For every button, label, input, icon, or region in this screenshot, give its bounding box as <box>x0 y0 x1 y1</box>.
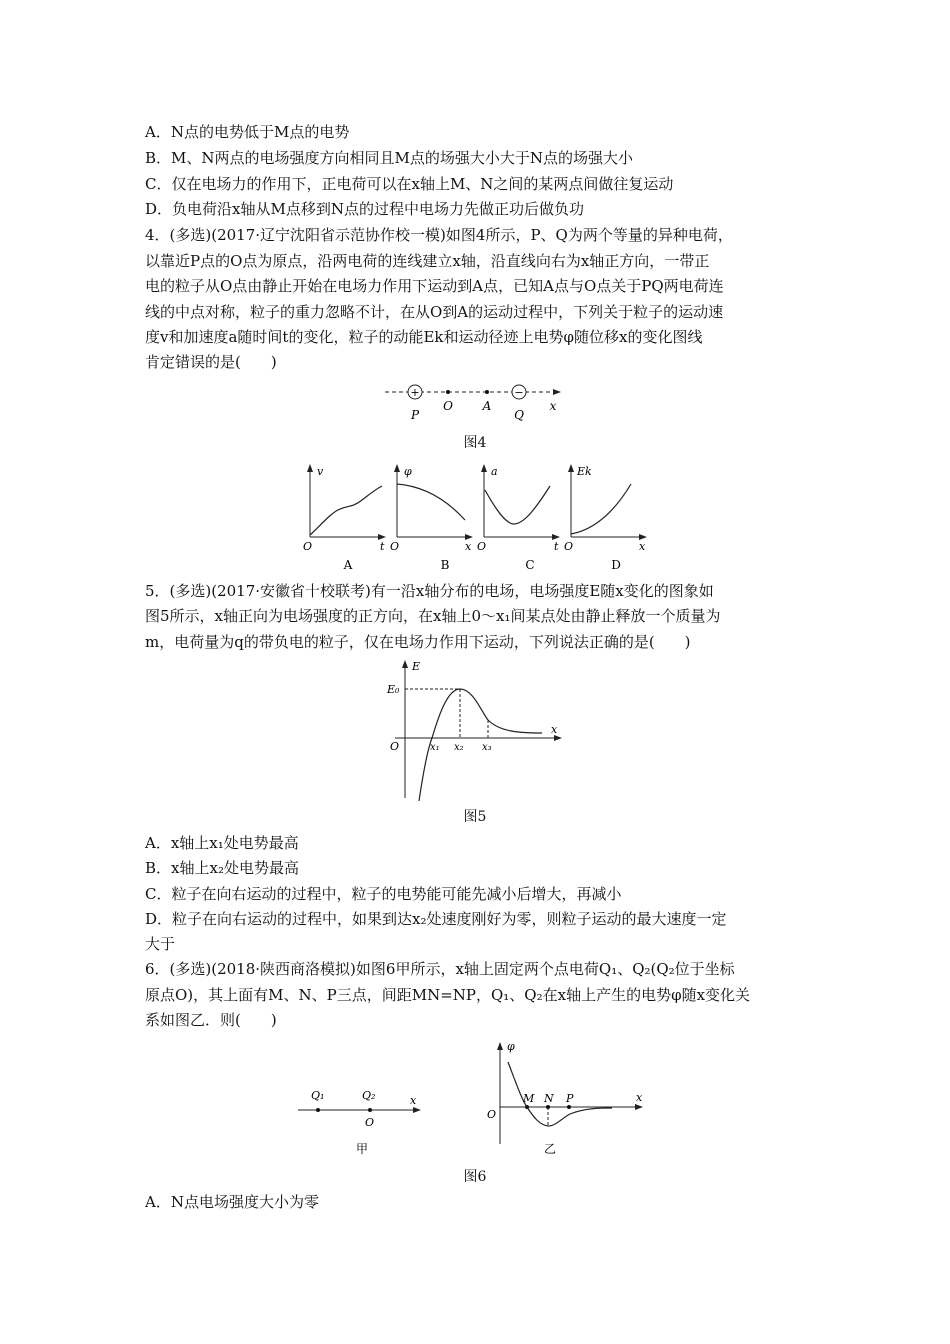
q5-line-3: m，电荷量为q的带负电的粒子，仅在电场力作用下运动，下列说法正确的是( ) <box>145 633 691 651</box>
figure-6-jia <box>298 1085 428 1160</box>
label-q2: Q₂ <box>362 1089 376 1102</box>
graph-d-ylabel: Ek <box>577 465 592 478</box>
label-a: A <box>482 399 492 413</box>
q6-line-3: 系如图乙．则( ) <box>145 1011 277 1029</box>
label-o: O <box>443 399 453 413</box>
figure-6-yi <box>480 1038 650 1163</box>
q3-option-c: C．仅在电场力的作用下，正电荷可以在x轴上M、N之间的某两点间做往复运动 <box>145 175 674 193</box>
graph-b-ylabel: φ <box>404 465 412 478</box>
label-o: O <box>365 1116 375 1129</box>
label-n: N <box>544 1092 554 1105</box>
point-n-dot <box>546 1105 550 1109</box>
graph-a-xlabel: t <box>380 540 385 553</box>
point-o-dot <box>446 390 450 394</box>
q5-option-d: D．粒子在向右运动的过程中，如果到达x₂处速度刚好为零，则粒子运动的最大速度一定 <box>145 910 727 928</box>
graph-d-xlabel: x <box>639 540 646 553</box>
graph-d-letter: D <box>611 558 621 572</box>
q5-option-b: B．x轴上x₂处电势最高 <box>145 859 299 877</box>
label-q: Q <box>514 408 524 422</box>
figure-4-caption: 图4 <box>463 435 487 451</box>
label-x: x <box>549 399 557 413</box>
point-a-dot <box>485 390 489 394</box>
q4-line-1: 4．(多选)(2017·辽宁沈阳省示范协作校一模)如图4所示，P、Q为两个等量的异种电荷， <box>145 226 733 244</box>
graph-c <box>474 462 564 572</box>
q4-line-2: 以靠近P点的O点为原点，沿两电荷的连线建立x轴，沿直线向右为x轴正方向，一带正 <box>145 252 710 270</box>
figure-4 <box>385 378 565 423</box>
figure-5-caption: 图5 <box>463 809 487 825</box>
graph-a <box>300 462 390 572</box>
graph-c-xlabel: t <box>554 540 559 553</box>
q3-option-b: B．M、N两点的电场强度方向相同且M点的场强大小大于N点的场强大小 <box>145 149 633 167</box>
graph-a-ylabel: v <box>317 465 324 478</box>
label-p: P <box>566 1092 574 1105</box>
axis-label-phi: φ <box>507 1040 515 1053</box>
point-p-dot <box>567 1105 571 1109</box>
graph-a-letter: A <box>343 558 353 572</box>
axis-label-x: x <box>551 723 558 736</box>
label-x: x <box>410 1094 417 1107</box>
label-yi: 乙 <box>543 1142 557 1156</box>
graph-a-origin: O <box>303 540 313 553</box>
label-q1: Q₁ <box>311 1089 325 1102</box>
q5-line-2: 图5所示，x轴正向为电场强度的正方向，在x轴上0～x₁间某点处由静止释放一个质量为 <box>145 607 721 625</box>
axis-label-x: x <box>636 1091 643 1104</box>
charge-q2-dot <box>368 1108 372 1112</box>
q5-option-d-cont: 大于 <box>145 935 176 953</box>
q3-option-d: D．负电荷沿x轴从M点移到N点的过程中电场力先做正功后做负功 <box>145 200 584 218</box>
label-x3: x₃ <box>482 742 492 753</box>
label-x1: x₁ <box>430 742 440 753</box>
q4-line-5: 度v和加速度a随时间t的变化，粒子的动能Ek和运动径迹上电势φ随位移x的变化图线 <box>145 328 703 346</box>
q6-option-a: A．N点电场强度大小为零 <box>145 1193 319 1211</box>
q5-line-1: 5．(多选)(2017·安徽省十校联考)有一沿x轴分布的电场，电场强度E随x变化的图象如 <box>145 582 714 600</box>
graph-c-letter: C <box>525 558 535 572</box>
graph-b <box>387 462 477 572</box>
label-m: M <box>523 1092 535 1105</box>
graph-c-origin: O <box>477 540 487 553</box>
label-p: P <box>410 408 420 422</box>
figure-6-caption: 图6 <box>463 1169 487 1185</box>
plus-sign: + <box>410 386 420 399</box>
figure-5 <box>385 656 575 806</box>
point-m-dot <box>525 1105 529 1109</box>
q4-line-4: 线的中点对称，粒子的重力忽略不计，在从O到A的运动过程中，下列关于粒子的运动速 <box>145 303 724 321</box>
q6-line-2: 原点O)，其上面有M、N、P三点，间距MN=NP，Q₁、Q₂在x轴上产生的电势φ随x变化关 <box>145 986 751 1004</box>
charge-q1-dot <box>316 1108 320 1112</box>
minus-sign: − <box>514 386 524 399</box>
label-x2: x₂ <box>454 742 464 753</box>
label-jia: 甲 <box>355 1142 369 1156</box>
origin-o: O <box>487 1108 497 1121</box>
graph-b-xlabel: x <box>465 540 472 553</box>
label-e0: E₀ <box>387 683 400 696</box>
q4-line-6: 肯定错误的是( ) <box>145 353 277 371</box>
origin-o: O <box>390 740 400 753</box>
axis-label-e: E <box>412 660 421 673</box>
graph-d <box>561 462 651 572</box>
graph-d-origin: O <box>564 540 574 553</box>
graph-b-origin: O <box>390 540 400 553</box>
graph-b-letter: B <box>440 558 450 572</box>
q3-option-a: A．N点的电势低于M点的电势 <box>145 123 350 141</box>
graph-c-ylabel: a <box>491 465 498 478</box>
q4-line-3: 电的粒子从O点由静止开始在电场力作用下运动到A点，已知A点与O点关于PQ两电荷连 <box>145 277 724 295</box>
q5-option-a: A．x轴上x₁处电势最高 <box>145 834 299 852</box>
q5-option-c: C．粒子在向右运动的过程中，粒子的电势能可能先减小后增大，再减小 <box>145 885 622 903</box>
q6-line-1: 6．(多选)(2018·陕西商洛模拟)如图6甲所示，x轴上固定两个点电荷Q₁、Q₂(Q₂位于坐标 <box>145 960 735 978</box>
